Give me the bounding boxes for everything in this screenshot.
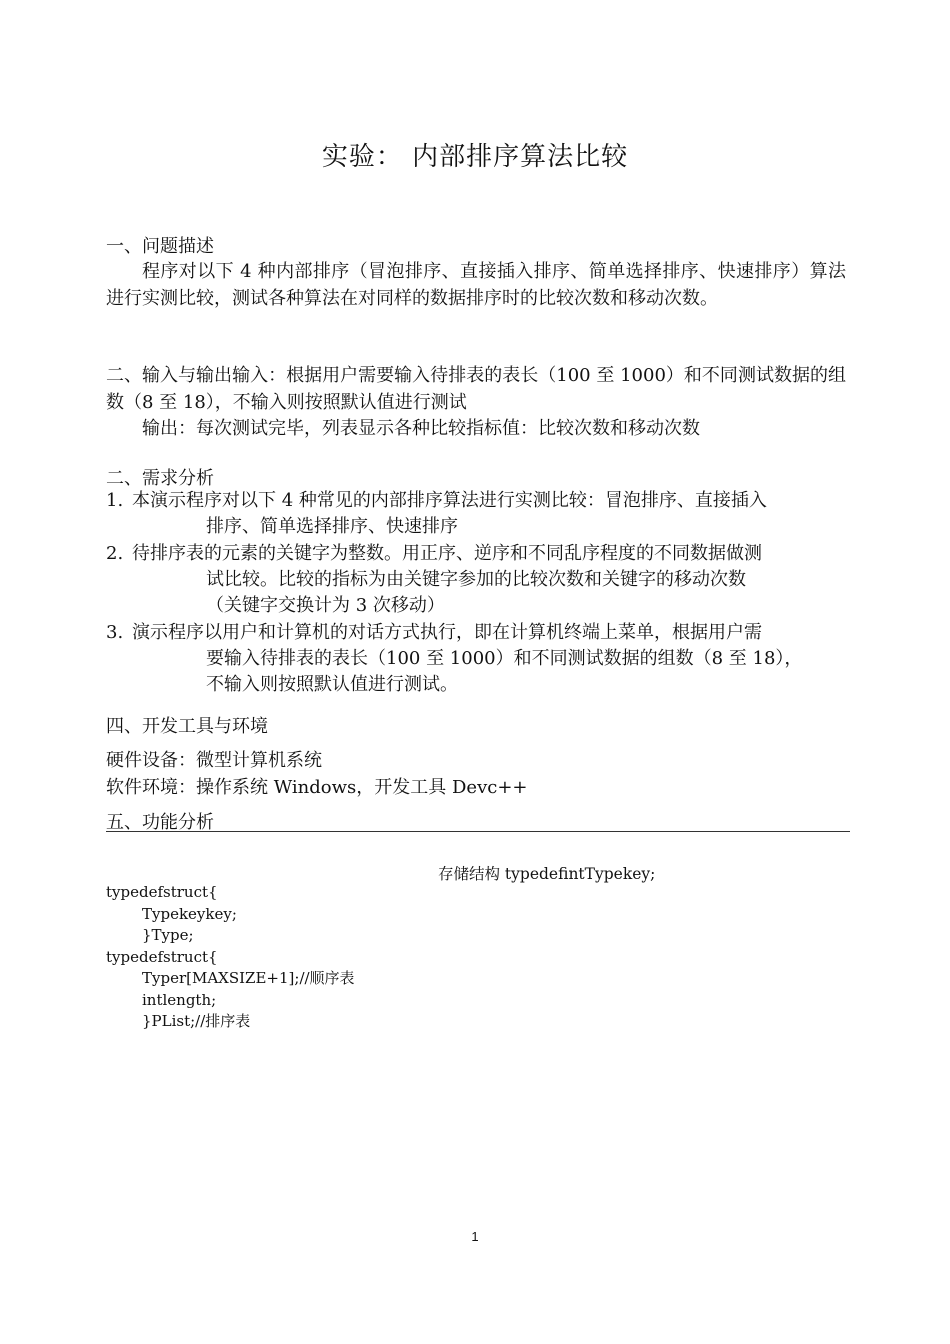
section-1-body: 程序对以下 4 种内部排序（冒泡排序、直接插入排序、简单选择排序、快速排序）算法进行实测比较，测试各种算法在对同样的数据排序时的比较次数和移动次数。 <box>106 261 846 309</box>
list-item-continuation: 要输入待排表的表长（100 至 1000）和不同测试数据的组数（8 至 18）， <box>206 648 803 669</box>
code-block <box>106 882 355 1033</box>
page-number: 1 <box>471 1229 479 1244</box>
list-item-text: 演示程序以用户和计算机的对话方式执行，即在计算机终端上菜单，根据用户需 <box>132 622 762 643</box>
code-line: typedefstruct{ <box>106 883 218 901</box>
list-item-number: 3. <box>106 622 124 643</box>
list-item-continuation: 试比较。比较的指标为由关键字参加的比较次数和关键字的移动次数 <box>206 569 746 590</box>
list-item-text: 待排序表的元素的关键字为整数。用正序、逆序和不同乱序程度的不同数据做测 <box>132 543 762 564</box>
list-item-number: 1. <box>106 490 124 511</box>
list-item <box>106 488 846 540</box>
software-line: 软件环境：操作系统 Windows，开发工具 Devc++ <box>106 777 528 798</box>
list-item-continuation: 不输入则按照默认值进行测试。 <box>206 674 458 695</box>
list-item-number: 2. <box>106 543 124 564</box>
code-line: Typekeykey; <box>142 904 237 923</box>
list-item-continuation: （关键字交换计为 3 次移动） <box>206 595 445 616</box>
section-2-output: 输出：每次测试完毕，列表显示各种比较指标值：比较次数和移动次数 <box>142 418 700 439</box>
list-item-text: 本演示程序对以下 4 种常见的内部排序算法进行实测比较：冒泡排序、直接插入 <box>132 490 767 511</box>
code-line: intlength; <box>142 990 217 1009</box>
section-4-heading: 四、开发工具与环境 <box>106 716 268 737</box>
code-line: typedefstruct{ <box>106 947 218 966</box>
section-2-body: 二、输入与输出输入：根据用户需要输入待排表的表长（100 至 1000）和不同测试数据的组数（8 至 18），不输入则按照默认值进行测试 <box>106 365 846 413</box>
code-line: Typer[MAXSIZE+1];//顺序表 <box>142 969 355 987</box>
section-3-heading: 二、需求分析 <box>106 468 214 489</box>
hardware-line: 硬件设备：微型计算机系统 <box>106 750 322 771</box>
section-5-heading: 五、功能分析 <box>106 812 214 833</box>
list-item <box>106 541 846 619</box>
divider <box>106 831 850 832</box>
code-line: }PList;//排序表 <box>142 1012 251 1030</box>
list-item <box>106 620 846 698</box>
list-item-continuation: 排序、简单选择排序、快速排序 <box>206 516 458 537</box>
section-1-heading: 一、问题描述 <box>106 236 214 257</box>
document-title: 实验： 内部排序算法比较 <box>321 142 629 172</box>
storage-structure-line: 存储结构 typedefintTypekey; <box>438 865 656 883</box>
code-line: }Type; <box>142 926 194 944</box>
